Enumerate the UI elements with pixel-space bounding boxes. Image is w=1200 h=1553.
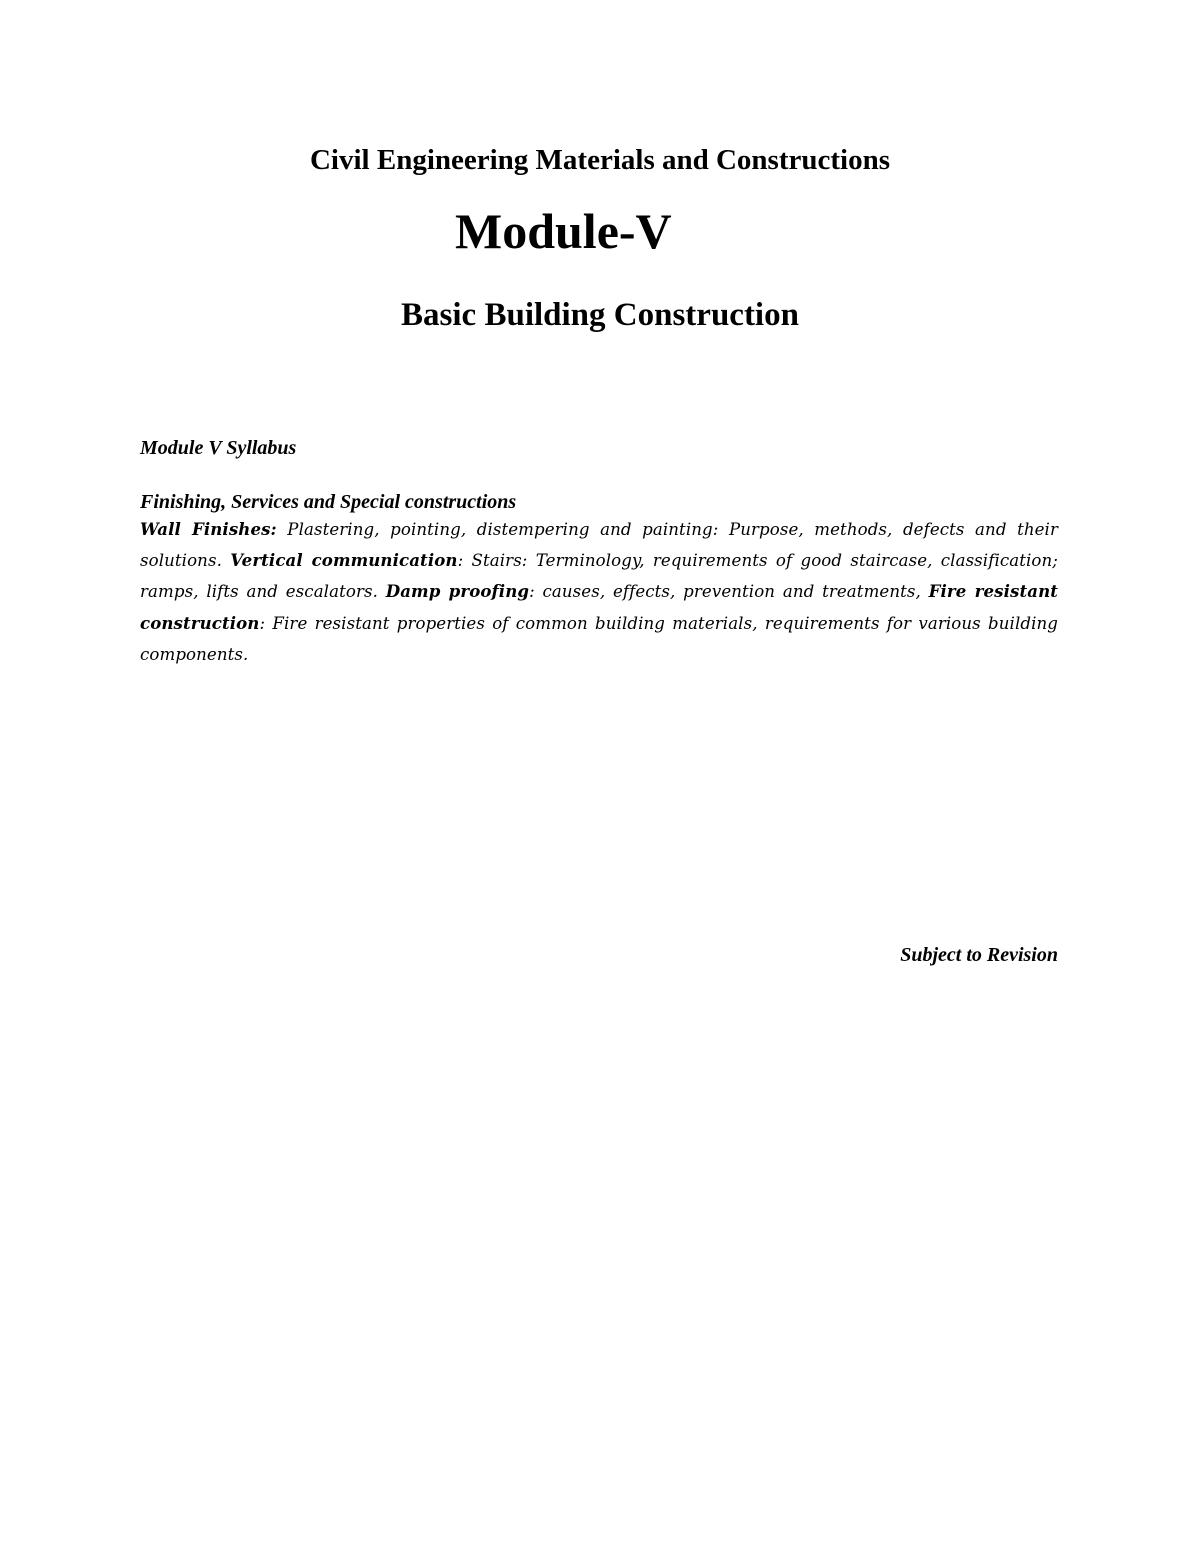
section-heading: Finishing, Services and Special constructions — [140, 491, 517, 513]
topic-term-fire-resistant-construction: Fire resistant construction — [140, 581, 1058, 633]
syllabus-body — [140, 514, 1058, 670]
course-title: Civil Engineering Materials and Constructions — [309, 144, 890, 176]
revision-note: Subject to Revision — [900, 944, 1058, 966]
module-title: Module-V — [455, 203, 672, 259]
topic-term-damp-proofing: Damp proofing — [385, 581, 530, 602]
module-subtitle: Basic Building Construction — [401, 297, 799, 333]
topic-term-wall-finishes: Wall Finishes: — [140, 519, 277, 539]
syllabus-heading: Module V Syllabus — [140, 437, 297, 459]
topic-text-fire-resistant-construction: : Fire resistant properties of common building materials, requirements for various building components. — [140, 613, 1058, 664]
topic-text-damp-proofing: : causes, effects, prevention and treatments, — [529, 582, 929, 602]
topic-text-vertical-communication: : Stairs: Terminology, requirements of good staircase, classification; ramps, lifts and escalators. — [140, 551, 1058, 602]
topic-text-wall-finishes: Plastering, pointing, distempering and painting: Purpose, methods, defects and their solutions. — [140, 520, 1059, 571]
topic-term-vertical-communication: Vertical communication — [230, 550, 458, 571]
